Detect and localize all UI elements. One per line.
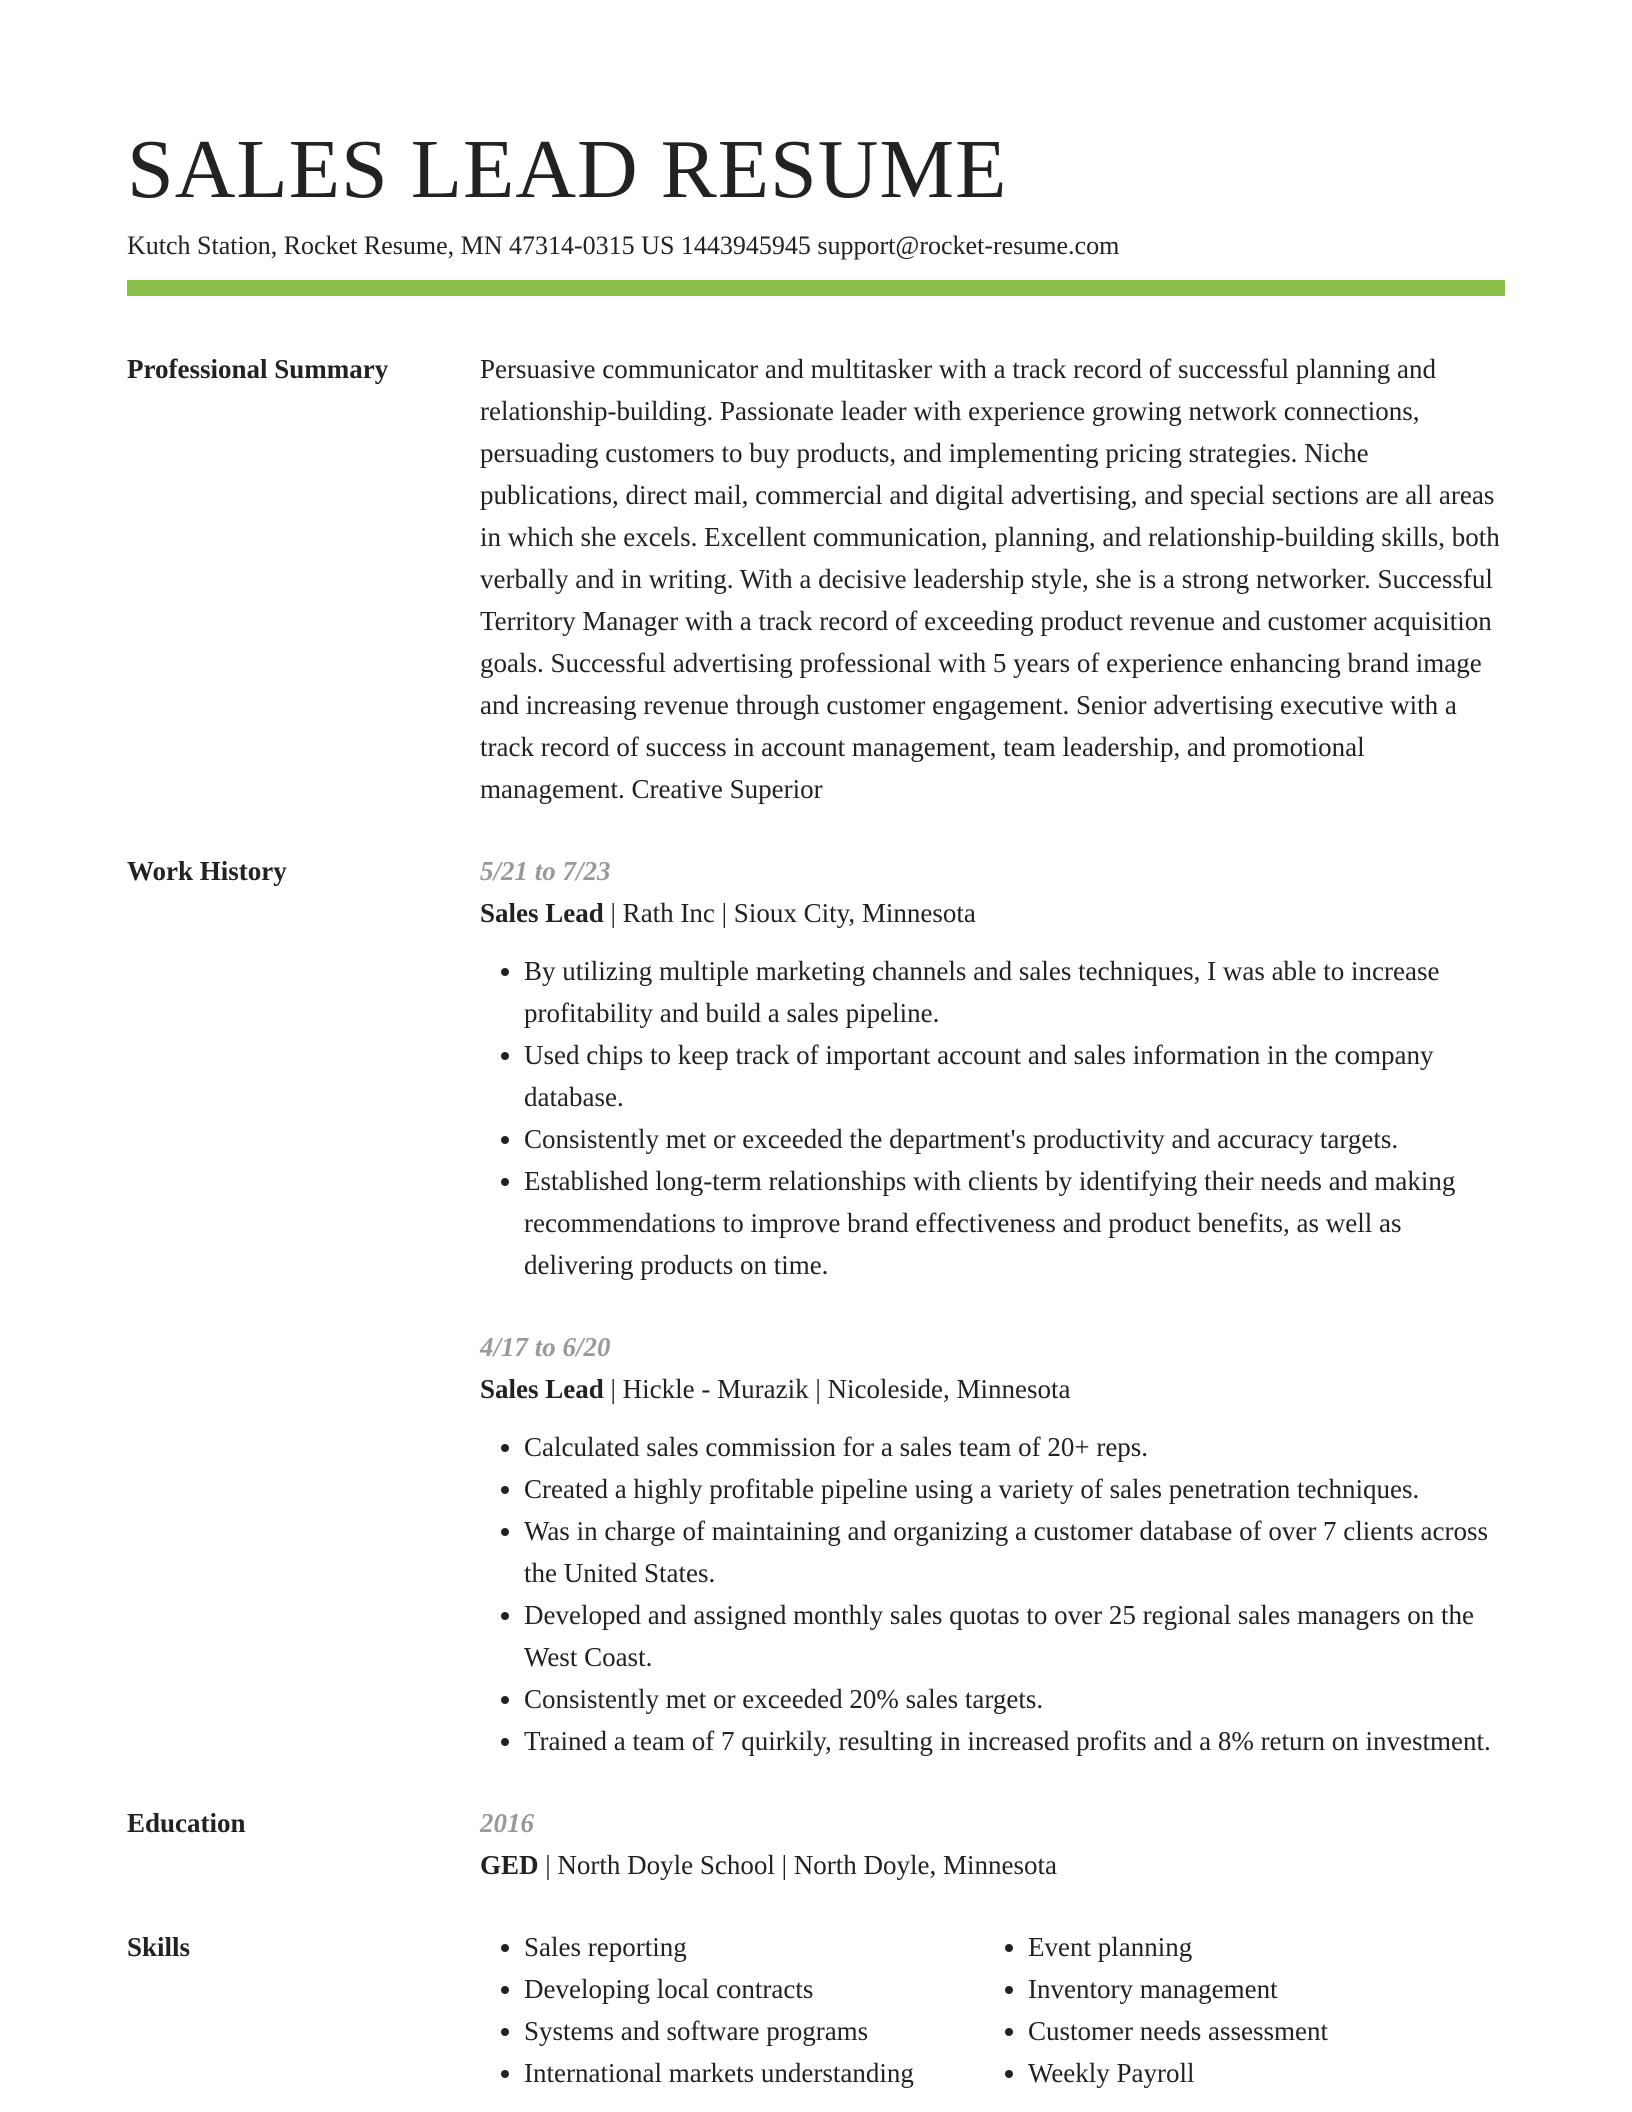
job-bullet: • Used chips to keep track of important account and sales information in the company database. — [524, 1034, 1505, 1118]
job-bullet: • Calculated sales commission for a sales team of 20+ reps. — [524, 1426, 1505, 1468]
summary-body — [480, 348, 1505, 810]
education-year: 2016 — [480, 1808, 534, 1838]
work-history-label: Work History — [127, 856, 287, 886]
education-body — [480, 1802, 1505, 1886]
skills-label: Skills — [127, 1932, 191, 1962]
work-history-section — [127, 850, 1505, 1762]
job-dates: 4/17 to 6/20 — [480, 1332, 611, 1362]
education-section — [127, 1802, 1505, 1886]
resume-page — [127, 120, 1505, 2094]
skill-item: • Weekly Payroll — [1028, 2052, 1528, 2094]
summary-section — [127, 348, 1505, 810]
job-bullet: • Trained a team of 7 quirkily, resulting in increased profits and a 8% return on investment. — [524, 1720, 1505, 1762]
skills-body — [480, 1926, 1528, 2094]
job-entry — [480, 1326, 1505, 1762]
skills-column-right — [984, 1926, 1528, 2094]
job-details: | Rath Inc | Sioux City, Minnesota — [603, 898, 976, 928]
skills-column-left — [480, 1926, 984, 2094]
skills-section — [127, 1926, 1505, 2094]
education-heading — [480, 1844, 1505, 1886]
contact-line: Kutch Station, Rocket Resume, MN 47314-0315 US 1443945945 support@rocket-resume.com — [127, 231, 1120, 260]
job-bullet: • Consistently met or exceeded 20% sales targets. — [524, 1678, 1505, 1720]
job-bullet: • By utilizing multiple marketing channels and sales techniques, I was able to increase profitability and build a sales pipeline. — [524, 950, 1505, 1034]
summary-label: Professional Summary — [127, 354, 389, 384]
job-bullet: • Was in charge of maintaining and organizing a customer database of over 7 clients across the United States. — [524, 1510, 1505, 1594]
accent-divider — [127, 280, 1505, 296]
job-bullets — [480, 1426, 1505, 1762]
skill-item: • Customer needs assessment — [1028, 2010, 1528, 2052]
skill-item: • Systems and software programs — [524, 2010, 984, 2052]
skill-item: • Developing local contracts — [524, 1968, 984, 2010]
summary-text: Persuasive communicator and multitasker with a track record of successful planning and relationship-building. Passionate leader with experience growing network connections, persuading customers to buy products, and implementing pricing strategies. Niche publications, direct mail, commercial and digital advertising, and special sections are all areas in which she excels. Excellent communication, planning, and relationship-building skills, both verbally and in writing. With a decisive leadership style, she is a strong networker. Successful Territory Manager with a track record of exceeding product revenue and customer acquisition goals. Successful advertising professional with 5 years of experience enhancing brand image and increasing revenue through customer engagement. Senior advertising executive with a track record of success in account management, team leadership, and promotional management. Creative Superior — [480, 354, 1500, 804]
education-details: | North Doyle School | North Doyle, Minnesota — [538, 1850, 1058, 1880]
work-history-body — [480, 850, 1505, 1762]
job-entry — [480, 850, 1505, 1286]
resume-title: SALES LEAD RESUME — [127, 123, 1008, 216]
job-bullet: • Developed and assigned monthly sales quotas to over 25 regional sales managers on the West Coast. — [524, 1594, 1505, 1678]
skill-item: • Inventory management — [1028, 1968, 1528, 2010]
job-bullet: • Established long-term relationships with clients by identifying their needs and making recommendations to improve brand effectiveness and product benefits, as well as delivering products on time. — [524, 1160, 1505, 1286]
job-details: | Hickle - Murazik | Nicoleside, Minnesota — [603, 1374, 1071, 1404]
skill-item: • Sales reporting — [524, 1926, 984, 1968]
job-heading — [480, 1368, 1505, 1410]
skill-item: • International markets understanding — [524, 2052, 984, 2094]
job-bullet: • Consistently met or exceeded the department's productivity and accuracy targets. — [524, 1118, 1505, 1160]
education-degree: GED — [480, 1850, 539, 1880]
job-bullets — [480, 950, 1505, 1286]
job-bullet: • Created a highly profitable pipeline using a variety of sales penetration techniques. — [524, 1468, 1505, 1510]
job-heading — [480, 892, 1505, 934]
job-role: Sales Lead — [480, 1374, 604, 1404]
skill-item: • Event planning — [1028, 1926, 1528, 1968]
education-label: Education — [127, 1808, 246, 1838]
job-role: Sales Lead — [480, 898, 604, 928]
job-dates: 5/21 to 7/23 — [480, 856, 611, 886]
